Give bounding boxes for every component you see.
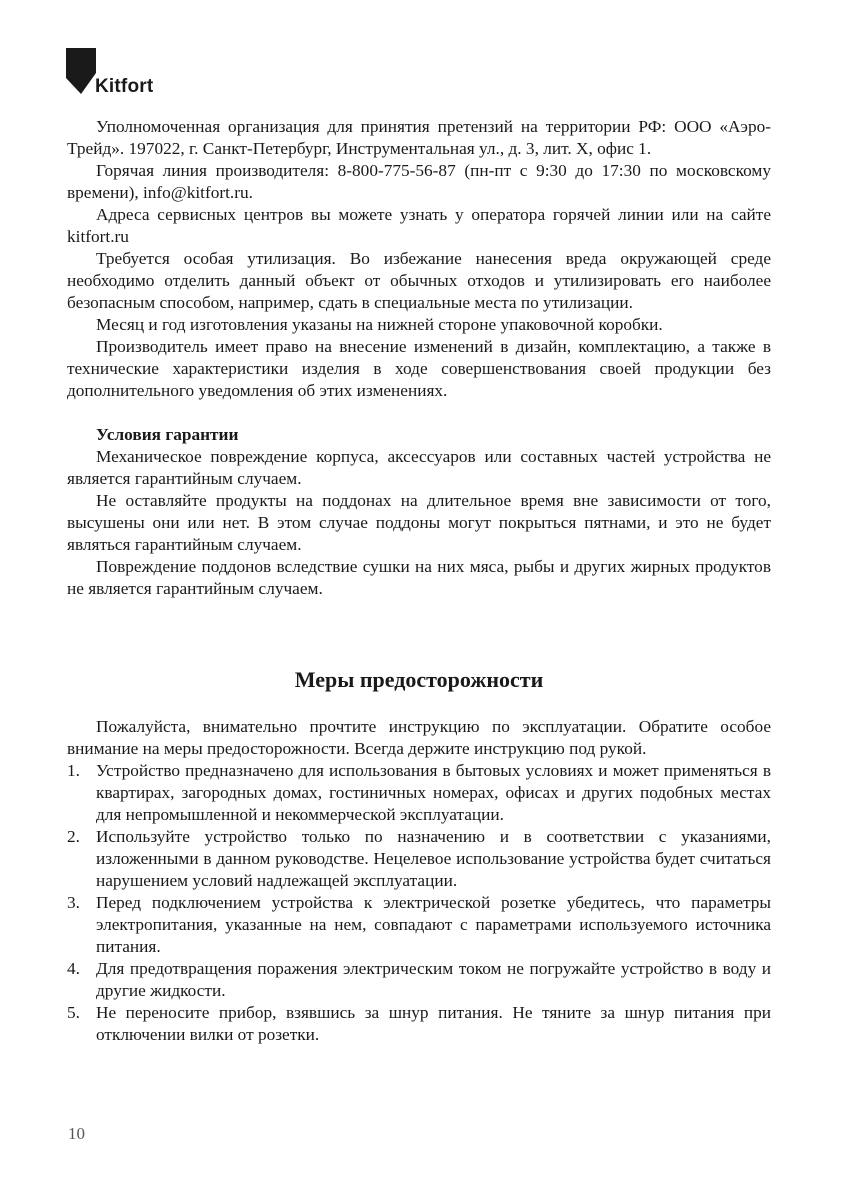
list-item xyxy=(67,1002,771,1046)
page-number: 10 xyxy=(68,1124,85,1143)
list-item-text: Перед подключением устройства к электрической розетке убедитесь, что параметры электропитания, указанные на нем, совпадают с параметрами используемого источника питания. xyxy=(96,893,771,956)
precautions-list xyxy=(67,760,771,1046)
kitfort-logo-mark-icon xyxy=(66,48,96,96)
intro-paragraph: Месяц и год изготовления указаны на нижней стороне упаковочной коробки. xyxy=(96,315,663,334)
intro-paragraph: Адреса сервисных центров вы можете узнать у оператора горячей линии или на сайте kitfort.ru xyxy=(67,205,771,246)
list-item-text: Не переносите прибор, взявшись за шнур питания. Не тяните за шнур питания при отключении вилки от розетки. xyxy=(96,1003,771,1044)
list-item-number: 3. xyxy=(67,893,80,912)
list-item-number: 1. xyxy=(67,761,80,780)
list-item xyxy=(67,826,771,892)
list-item xyxy=(67,958,771,1002)
list-item-number: 2. xyxy=(67,827,80,846)
page-content xyxy=(67,116,771,1046)
intro-paragraph: Производитель имеет право на внесение изменений в дизайн, комплектацию, а также в технические характеристики изделия в ходе совершенствования своей продукции без дополнительного уведомления об этих изменениях. xyxy=(67,337,771,400)
list-item-text: Устройство предназначено для использования в бытовых условиях и может применяться в квартирах, загородных домах, гостиничных номерах, офисах и других подобных местах для непромышленной и некоммерческой эксплуатации. xyxy=(96,761,771,824)
intro-paragraph: Требуется особая утилизация. Во избежание нанесения вреда окружающей среде необходимо отделить данный объект от обычных отходов и утилизировать его наиболее безопасным способом, например, сдать в специальные места по утилизации. xyxy=(67,249,771,312)
warranty-paragraph: Повреждение поддонов вследствие сушки на них мяса, рыбы и других жирных продуктов не является гарантийным случаем. xyxy=(67,557,771,598)
list-item-number: 5. xyxy=(67,1003,80,1022)
warranty-paragraph: Не оставляйте продукты на поддонах на длительное время вне зависимости от того, высушены они или нет. В этом случае поддоны могут покрыться пятнами, и это не будет являться гарантийным случаем. xyxy=(67,491,771,554)
list-item xyxy=(67,892,771,958)
intro-paragraph: Уполномоченная организация для принятия претензий на территории РФ: ООО «Аэро-Трейд». 197022, г. Санкт-Петербург, Инструментальная ул., д. 3, лит. Х, офис 1. xyxy=(67,117,771,158)
list-item xyxy=(67,760,771,826)
precautions-intro: Пожалуйста, внимательно прочтите инструкцию по эксплуатации. Обратите особое внимание на меры предосторожности. Всегда держите инструкцию под рукой. xyxy=(67,717,771,758)
precautions-title: Меры предосторожности xyxy=(294,667,544,692)
warranty-paragraph: Механическое повреждение корпуса, аксессуаров или составных частей устройства не является гарантийным случаем. xyxy=(67,447,771,488)
list-item-text: Используйте устройство только по назначению и в соответствии с указаниями, изложенными в данном руководстве. Нецелевое использование устройства будет считаться нарушением условий надлежащей эксплуатации. xyxy=(96,827,771,890)
intro-paragraph: Горячая линия производителя: 8-800-775-56-87 (пн-пт с 9:30 до 17:30 по московскому времени), info@kitfort.ru. xyxy=(67,161,771,202)
list-item-text: Для предотвращения поражения электрическим током не погружайте устройство в воду и другие жидкости. xyxy=(96,959,771,1000)
list-item-number: 4. xyxy=(67,959,80,978)
brand-name: Kitfort xyxy=(95,76,154,97)
warranty-title: Условия гарантии xyxy=(96,425,239,444)
